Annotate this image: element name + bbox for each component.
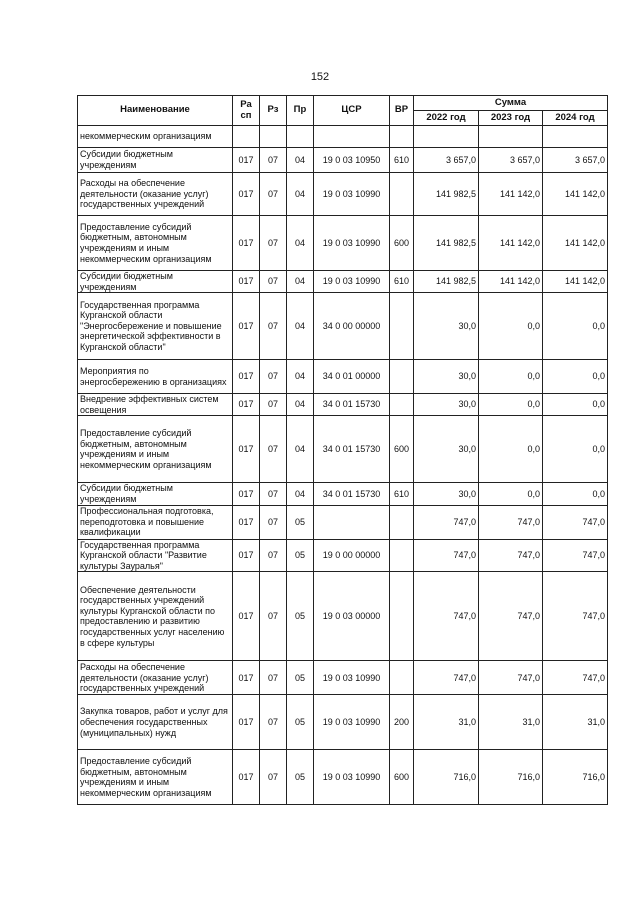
row-rz: 07	[260, 750, 287, 805]
row-rz	[260, 126, 287, 148]
row-pr	[287, 126, 314, 148]
row-rz: 07	[260, 216, 287, 271]
row-pr: 04	[287, 483, 314, 505]
header-rasp: Ра сп	[233, 96, 260, 126]
row-amount-2023: 716,0	[479, 750, 543, 805]
row-amount-2022: 30,0	[414, 360, 479, 394]
row-rasp: 017	[233, 173, 260, 216]
row-rasp: 017	[233, 483, 260, 505]
row-amount-2024: 747,0	[543, 572, 608, 661]
row-amount-2024: 0,0	[543, 293, 608, 360]
row-amount-2022: 3 657,0	[414, 148, 479, 173]
row-rasp: 017	[233, 394, 260, 416]
row-pr: 05	[287, 505, 314, 539]
row-rz: 07	[260, 173, 287, 216]
row-pr: 04	[287, 293, 314, 360]
row-csr: 19 0 03 10950	[314, 148, 390, 173]
row-rasp	[233, 126, 260, 148]
row-amount-2023: 747,0	[479, 505, 543, 539]
table-row	[78, 394, 608, 416]
row-name: Субсидии бюджетным учреждениям	[78, 483, 233, 505]
header-name: Наименование	[78, 96, 233, 126]
row-rasp: 017	[233, 216, 260, 271]
row-rz: 07	[260, 661, 287, 695]
row-amount-2024: 0,0	[543, 394, 608, 416]
row-csr: 19 0 03 10990	[314, 661, 390, 695]
row-rasp: 017	[233, 661, 260, 695]
row-csr: 19 0 03 10990	[314, 216, 390, 271]
row-name: Государственная программа Курганской области "Энергосбережение и повышение энергетической эффективности в Курганской области"	[78, 293, 233, 360]
row-vr	[390, 126, 414, 148]
row-amount-2024: 0,0	[543, 360, 608, 394]
row-csr: 19 0 03 10990	[314, 173, 390, 216]
row-rz: 07	[260, 539, 287, 572]
row-csr: 34 0 01 15730	[314, 394, 390, 416]
row-rz: 07	[260, 293, 287, 360]
row-amount-2023: 3 657,0	[479, 148, 543, 173]
row-name: Предоставление субсидий бюджетным, автономным учреждениям и иным некоммерческим организациям	[78, 216, 233, 271]
table-row	[78, 416, 608, 483]
header-sum: Сумма	[414, 96, 608, 111]
row-rz: 07	[260, 148, 287, 173]
table-row	[78, 148, 608, 173]
row-amount-2022: 747,0	[414, 505, 479, 539]
row-amount-2024: 141 142,0	[543, 173, 608, 216]
row-pr: 04	[287, 416, 314, 483]
row-csr: 19 0 00 00000	[314, 539, 390, 572]
row-vr: 600	[390, 416, 414, 483]
row-amount-2024: 747,0	[543, 505, 608, 539]
row-amount-2022: 747,0	[414, 572, 479, 661]
row-amount-2023: 0,0	[479, 394, 543, 416]
row-amount-2022: 747,0	[414, 661, 479, 695]
table-row	[78, 661, 608, 695]
page-number: 152	[310, 71, 330, 83]
row-rasp: 017	[233, 416, 260, 483]
header-vr: ВР	[390, 96, 414, 126]
row-pr: 05	[287, 695, 314, 750]
row-vr	[390, 394, 414, 416]
row-amount-2022	[414, 126, 479, 148]
row-pr: 05	[287, 572, 314, 661]
row-amount-2024: 0,0	[543, 483, 608, 505]
row-amount-2022: 141 982,5	[414, 271, 479, 293]
row-amount-2024: 3 657,0	[543, 148, 608, 173]
header-year-2023: 2023 год	[479, 111, 543, 126]
row-amount-2024: 716,0	[543, 750, 608, 805]
row-rz: 07	[260, 416, 287, 483]
row-csr: 34 0 01 00000	[314, 360, 390, 394]
row-name: Государственная программа Курганской области "Развитие культуры Зауралья"	[78, 539, 233, 572]
table-row	[78, 572, 608, 661]
row-vr: 610	[390, 271, 414, 293]
row-amount-2023: 0,0	[479, 360, 543, 394]
row-amount-2023: 747,0	[479, 661, 543, 695]
row-amount-2024: 747,0	[543, 661, 608, 695]
budget-table	[77, 95, 608, 805]
row-name: Мероприятия по энергосбережению в организациях	[78, 360, 233, 394]
row-vr	[390, 293, 414, 360]
row-name: Внедрение эффективных систем освещения	[78, 394, 233, 416]
row-rz: 07	[260, 271, 287, 293]
row-vr	[390, 173, 414, 216]
row-rasp: 017	[233, 293, 260, 360]
row-rz: 07	[260, 695, 287, 750]
row-csr: 19 0 03 10990	[314, 271, 390, 293]
table-row	[78, 271, 608, 293]
table-row	[78, 483, 608, 505]
row-name: Субсидии бюджетным учреждениям	[78, 271, 233, 293]
row-vr	[390, 505, 414, 539]
row-vr: 600	[390, 216, 414, 271]
row-name: Предоставление субсидий бюджетным, автономным учреждениям и иным некоммерческим организациям	[78, 750, 233, 805]
row-rz: 07	[260, 394, 287, 416]
row-pr: 05	[287, 661, 314, 695]
row-name: Расходы на обеспечение деятельности (оказание услуг) государственных учреждений	[78, 173, 233, 216]
row-rasp: 017	[233, 271, 260, 293]
row-pr: 04	[287, 394, 314, 416]
row-csr: 34 0 01 15730	[314, 483, 390, 505]
row-csr: 34 0 01 15730	[314, 416, 390, 483]
row-amount-2023	[479, 126, 543, 148]
row-amount-2023: 141 142,0	[479, 173, 543, 216]
row-rasp: 017	[233, 539, 260, 572]
row-csr: 19 0 03 10990	[314, 750, 390, 805]
row-name: Субсидии бюджетным учреждениям	[78, 148, 233, 173]
row-amount-2024: 0,0	[543, 416, 608, 483]
row-amount-2022: 30,0	[414, 416, 479, 483]
table-row	[78, 293, 608, 360]
row-name: Профессиональная подготовка, переподготовка и повышение квалификации	[78, 505, 233, 539]
row-name: некоммерческим организациям	[78, 126, 233, 148]
row-amount-2023: 141 142,0	[479, 216, 543, 271]
row-pr: 04	[287, 216, 314, 271]
table-row	[78, 539, 608, 572]
row-csr	[314, 126, 390, 148]
row-amount-2023: 0,0	[479, 483, 543, 505]
row-name: Закупка товаров, работ и услуг для обеспечения государственных (муниципальных) нужд	[78, 695, 233, 750]
row-pr: 05	[287, 750, 314, 805]
table-row	[78, 695, 608, 750]
header-year-2024: 2024 год	[543, 111, 608, 126]
row-amount-2023: 747,0	[479, 539, 543, 572]
header-pr: Пр	[287, 96, 314, 126]
table-row	[78, 173, 608, 216]
row-amount-2022: 747,0	[414, 539, 479, 572]
row-vr	[390, 360, 414, 394]
row-amount-2024	[543, 126, 608, 148]
row-rz: 07	[260, 505, 287, 539]
header-rz: Рз	[260, 96, 287, 126]
row-amount-2022: 30,0	[414, 394, 479, 416]
row-rz: 07	[260, 483, 287, 505]
row-csr: 19 0 03 10990	[314, 695, 390, 750]
row-pr: 04	[287, 148, 314, 173]
row-pr: 04	[287, 271, 314, 293]
row-vr: 200	[390, 695, 414, 750]
table-row	[78, 126, 608, 148]
header-year-2022: 2022 год	[414, 111, 479, 126]
row-amount-2024: 141 142,0	[543, 216, 608, 271]
row-amount-2022: 716,0	[414, 750, 479, 805]
row-rasp: 017	[233, 360, 260, 394]
row-amount-2024: 747,0	[543, 539, 608, 572]
row-vr	[390, 661, 414, 695]
row-pr: 05	[287, 539, 314, 572]
row-csr: 19 0 03 00000	[314, 572, 390, 661]
table-row	[78, 505, 608, 539]
row-amount-2023: 747,0	[479, 572, 543, 661]
row-vr: 600	[390, 750, 414, 805]
row-rasp: 017	[233, 572, 260, 661]
row-amount-2022: 141 982,5	[414, 173, 479, 216]
row-rasp: 017	[233, 750, 260, 805]
row-amount-2024: 31,0	[543, 695, 608, 750]
row-amount-2022: 141 982,5	[414, 216, 479, 271]
row-pr: 04	[287, 360, 314, 394]
table-row	[78, 750, 608, 805]
row-amount-2022: 31,0	[414, 695, 479, 750]
row-vr	[390, 539, 414, 572]
row-csr	[314, 505, 390, 539]
row-amount-2023: 0,0	[479, 293, 543, 360]
row-amount-2024: 141 142,0	[543, 271, 608, 293]
row-vr: 610	[390, 483, 414, 505]
row-name: Предоставление субсидий бюджетным, автономным учреждениям и иным некоммерческим организациям	[78, 416, 233, 483]
table-row	[78, 360, 608, 394]
row-name: Расходы на обеспечение деятельности (оказание услуг) государственных учреждений	[78, 661, 233, 695]
row-amount-2022: 30,0	[414, 293, 479, 360]
row-vr	[390, 572, 414, 661]
row-rasp: 017	[233, 695, 260, 750]
row-amount-2022: 30,0	[414, 483, 479, 505]
row-vr: 610	[390, 148, 414, 173]
row-amount-2023: 31,0	[479, 695, 543, 750]
header-csr: ЦСР	[314, 96, 390, 126]
row-rasp: 017	[233, 505, 260, 539]
row-amount-2023: 0,0	[479, 416, 543, 483]
table-row	[78, 216, 608, 271]
row-rz: 07	[260, 360, 287, 394]
row-pr: 04	[287, 173, 314, 216]
row-rasp: 017	[233, 148, 260, 173]
row-csr: 34 0 00 00000	[314, 293, 390, 360]
row-rz: 07	[260, 572, 287, 661]
row-name: Обеспечение деятельности государственных учреждений культуры Курганской области по предоставлению и развитию государственных услуг населению в сфере культуры	[78, 572, 233, 661]
row-amount-2023: 141 142,0	[479, 271, 543, 293]
